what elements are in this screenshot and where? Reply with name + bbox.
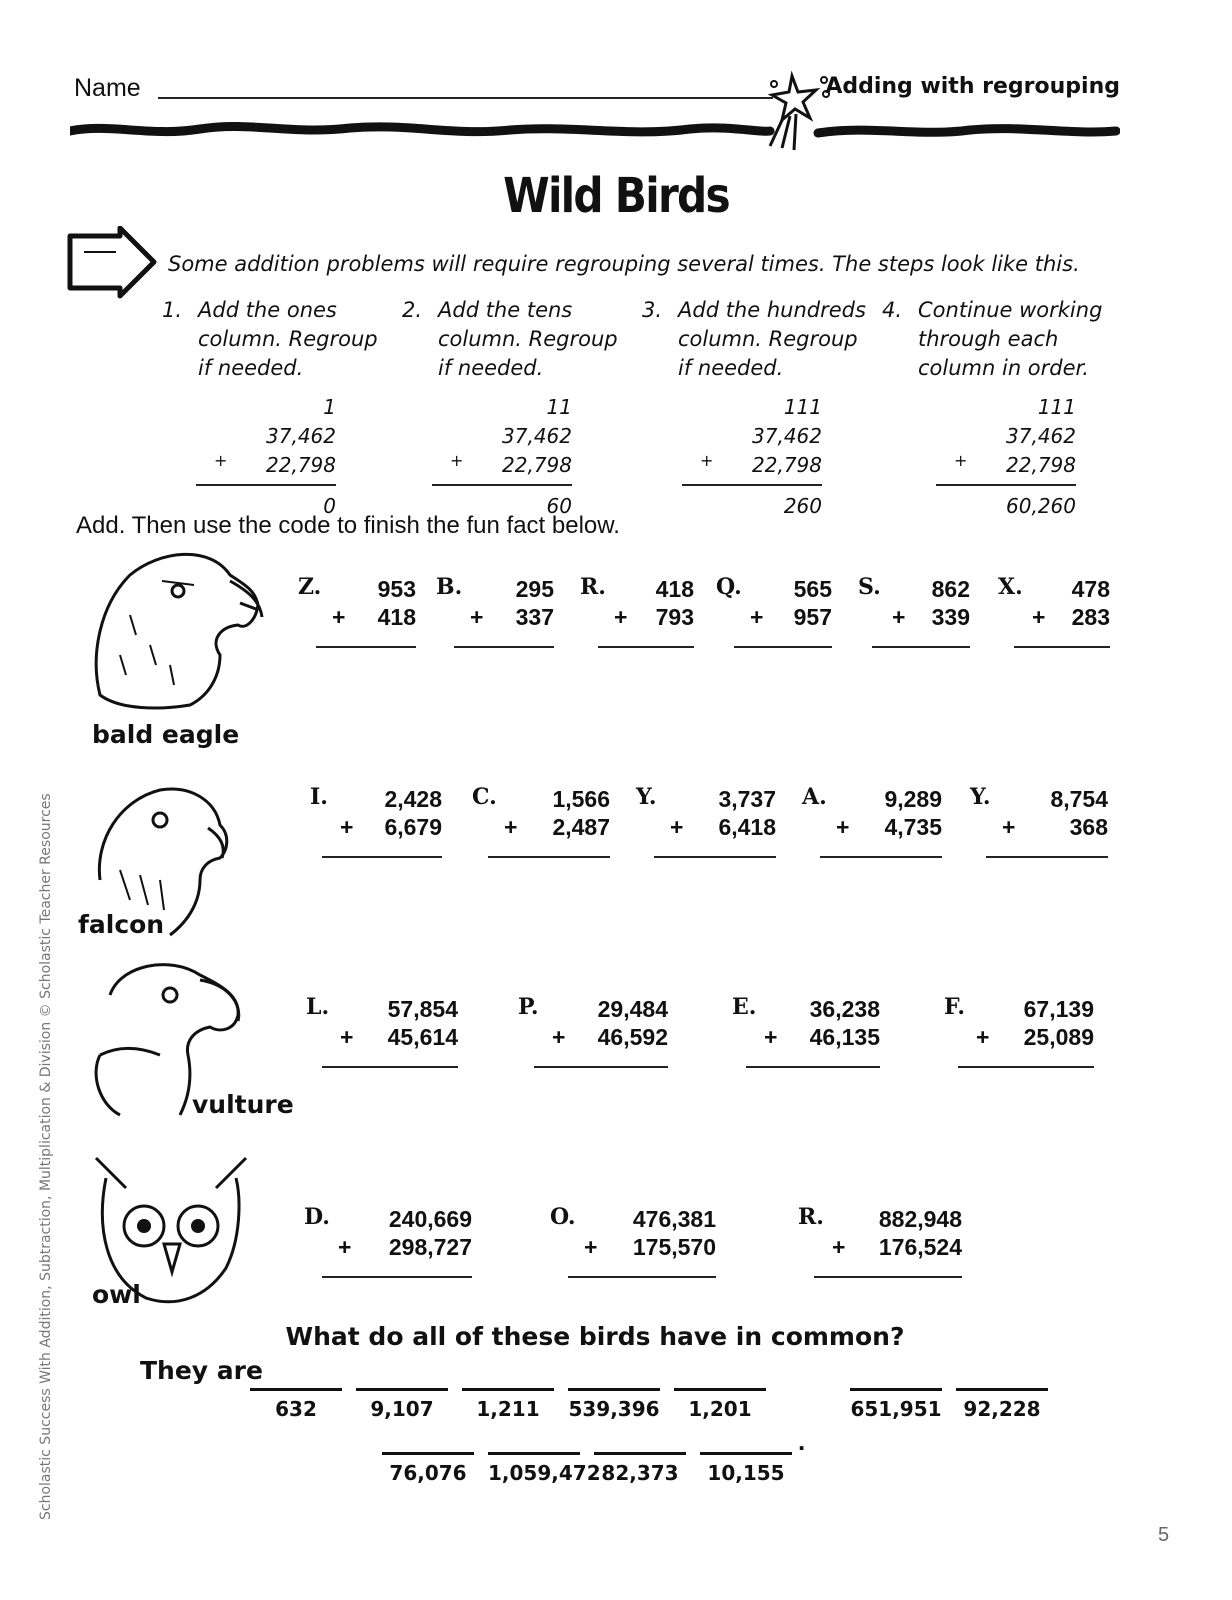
- step-number: 2.: [402, 298, 423, 322]
- step-text: Add the ones column. Regroup if needed.: [198, 298, 378, 380]
- plus-sign: +: [670, 814, 684, 840]
- plus-sign: +: [836, 814, 850, 840]
- answer-blank[interactable]: [250, 1360, 342, 1421]
- plus-sign: +: [332, 604, 346, 630]
- code-value: 10,155: [707, 1461, 785, 1485]
- page-title: Wild Birds: [503, 168, 729, 224]
- code-value: 82,373: [601, 1461, 679, 1485]
- addend-top: 36,238: [809, 996, 880, 1022]
- blank-line[interactable]: [850, 1360, 942, 1391]
- addend-bottom: 337: [515, 604, 554, 630]
- answer-blank[interactable]: [568, 1360, 660, 1421]
- topic-heading: Adding with regrouping: [825, 74, 1120, 99]
- answer-blank[interactable]: [700, 1424, 792, 1485]
- problem-letter: B.: [436, 574, 463, 600]
- sum-value: 60,260: [1006, 494, 1076, 518]
- plus-sign: +: [832, 1234, 846, 1260]
- addend-bottom: 22,798: [752, 453, 822, 477]
- carry-digits: 11: [546, 395, 572, 419]
- addend-bottom: 175,570: [632, 1234, 716, 1260]
- plus-sign: +: [552, 1024, 566, 1050]
- problem-a: [802, 786, 942, 856]
- problem-r-2: [798, 1206, 962, 1276]
- answer-blank[interactable]: [956, 1360, 1048, 1421]
- addend-top: 37,462: [752, 424, 822, 448]
- addend-top: 8,754: [1050, 786, 1108, 812]
- problem-z: [298, 576, 416, 646]
- sentence-period: .: [798, 1426, 806, 1456]
- addend-bottom: 22,798: [1006, 453, 1076, 477]
- addend-bottom: 6,418: [718, 814, 776, 840]
- addend-bottom: 339: [931, 604, 970, 630]
- plus-sign: +: [1002, 814, 1016, 840]
- code-value: 9,107: [370, 1397, 434, 1421]
- code-value: 1,201: [688, 1397, 752, 1421]
- problem-l: [306, 996, 458, 1066]
- sum-rule: [196, 484, 336, 486]
- carry-digits: 1: [323, 395, 336, 419]
- addend-bottom: 2,487: [552, 814, 610, 840]
- addend-top: 37,462: [1006, 424, 1076, 448]
- step-number: 1.: [162, 298, 183, 322]
- sum-rule: [432, 484, 572, 486]
- bird-label-vulture: vulture: [192, 1090, 294, 1119]
- answer-blank[interactable]: [356, 1360, 448, 1421]
- intro-text: Some addition problems will require regrouping several times. The steps look like this.: [168, 252, 1080, 276]
- problem-b: [436, 576, 554, 646]
- bird-label-eagle: bald eagle: [92, 720, 240, 749]
- answer-line: [734, 646, 832, 648]
- answer-line: [872, 646, 970, 648]
- worked-example-3: [682, 393, 822, 521]
- answer-line: [746, 1066, 880, 1068]
- carry-digits: 111: [1037, 395, 1076, 419]
- problem-r: [580, 576, 694, 646]
- blank-line[interactable]: [700, 1424, 792, 1455]
- plus-sign: +: [584, 1234, 598, 1260]
- code-value: 651,951: [850, 1397, 942, 1421]
- addend-top: 240,669: [388, 1206, 472, 1232]
- addend-top: 953: [377, 576, 416, 602]
- problem-letter: Y.: [636, 784, 657, 810]
- addend-top: 29,484: [597, 996, 668, 1022]
- plus-sign: +: [450, 451, 464, 470]
- problem-i: [310, 786, 442, 856]
- addend-top: 67,139: [1023, 996, 1094, 1022]
- answer-blank[interactable]: [674, 1360, 766, 1421]
- problem-o: [550, 1206, 716, 1276]
- answer-line: [986, 856, 1108, 858]
- code-value: 92,228: [963, 1397, 1041, 1421]
- bald-eagle-icon: [70, 545, 270, 715]
- problem-y-2: [970, 786, 1108, 856]
- name-label: Name: [74, 74, 141, 102]
- addend-bottom: 283: [1071, 604, 1110, 630]
- answer-line: [568, 1276, 716, 1278]
- step-number: 4.: [882, 298, 903, 322]
- problem-letter: A.: [802, 784, 827, 810]
- code-value: 76,076: [389, 1461, 467, 1485]
- addend-bottom: 46,592: [597, 1024, 668, 1050]
- directions-text: Add. Then use the code to finish the fun fact below.: [76, 512, 620, 539]
- sum-rule: [936, 484, 1076, 486]
- plus-sign: +: [338, 1234, 352, 1260]
- plus-sign: +: [954, 451, 968, 470]
- answer-line: [322, 856, 442, 858]
- problem-letter: P.: [518, 994, 539, 1020]
- copyright-credit: Scholastic Success With Addition, Subtraction, Multiplication & Division © Scholastic Teacher Resources: [38, 793, 54, 1520]
- problem-c: [472, 786, 610, 856]
- sum-value: 60: [546, 494, 572, 518]
- addend-top: 418: [655, 576, 694, 602]
- step-text: Add the hundreds column. Regroup if needed.: [678, 298, 866, 380]
- answer-line: [454, 646, 554, 648]
- plus-sign: +: [340, 814, 354, 840]
- plus-sign: +: [470, 604, 484, 630]
- answer-line: [322, 1066, 458, 1068]
- addend-top: 3,737: [718, 786, 776, 812]
- plus-sign: +: [340, 1024, 354, 1050]
- answer-line: [534, 1066, 668, 1068]
- addend-top: 2,428: [384, 786, 442, 812]
- addend-bottom: 6,679: [384, 814, 442, 840]
- plus-sign: +: [764, 1024, 778, 1050]
- plus-sign: +: [700, 451, 714, 470]
- plus-sign: +: [504, 814, 518, 840]
- worked-example-4: [936, 393, 1076, 521]
- sum-value: 260: [783, 494, 822, 518]
- problem-f: [944, 996, 1094, 1066]
- plus-sign: +: [892, 604, 906, 630]
- addend-bottom: 25,089: [1023, 1024, 1094, 1050]
- addend-top: 9,289: [884, 786, 942, 812]
- problem-q: [716, 576, 832, 646]
- answer-blank[interactable]: [462, 1360, 554, 1421]
- step-number: 3.: [642, 298, 663, 322]
- answer-blank[interactable]: [488, 1424, 601, 1485]
- step-text: Add the tens column. Regroup if needed.: [438, 298, 618, 380]
- answer-blank[interactable]: [382, 1424, 474, 1485]
- answer-line: [814, 1276, 962, 1278]
- plus-sign: +: [976, 1024, 990, 1050]
- problem-y: [636, 786, 776, 856]
- problem-letter: S.: [858, 574, 881, 600]
- blank-line[interactable]: [462, 1360, 554, 1391]
- addend-top: 478: [1071, 576, 1110, 602]
- blank-line[interactable]: [594, 1424, 686, 1455]
- answer-line: [488, 856, 610, 858]
- addend-top: 37,462: [266, 424, 336, 448]
- worked-example-1: [196, 393, 336, 521]
- blank-line[interactable]: [488, 1424, 580, 1455]
- answer-line: [322, 1276, 472, 1278]
- problem-letter: D.: [304, 1204, 330, 1230]
- sum-rule: [682, 484, 822, 486]
- page-number: 5: [1158, 1524, 1170, 1546]
- addend-bottom: 22,798: [502, 453, 572, 477]
- problem-letter: I.: [310, 784, 328, 810]
- problem-letter: R.: [580, 574, 606, 600]
- problem-letter: Q.: [716, 574, 742, 600]
- arrow-icon: [64, 226, 160, 300]
- problem-x: [998, 576, 1110, 646]
- answer-blank[interactable]: [850, 1360, 942, 1421]
- addend-top: 37,462: [502, 424, 572, 448]
- step-text: Continue working through each column in order.: [918, 298, 1103, 380]
- addend-bottom: 418: [377, 604, 416, 630]
- answer-blank[interactable]: [594, 1424, 686, 1485]
- addend-bottom: 957: [793, 604, 832, 630]
- brush-divider: [70, 115, 1120, 145]
- addend-bottom: 22,798: [266, 453, 336, 477]
- addend-top: 476,381: [632, 1206, 716, 1232]
- worked-example-2: [432, 393, 572, 521]
- answer-line: [1014, 646, 1110, 648]
- carry-digits: 111: [783, 395, 822, 419]
- answer-prefix: They are: [140, 1356, 263, 1385]
- problem-letter: E.: [732, 994, 757, 1020]
- code-value: 1,059,472: [488, 1461, 601, 1485]
- plus-sign: +: [214, 451, 228, 470]
- blank-line[interactable]: [956, 1360, 1048, 1391]
- blank-line[interactable]: [674, 1360, 766, 1391]
- blank-line[interactable]: [250, 1360, 342, 1391]
- addend-top: 565: [793, 576, 832, 602]
- addend-top: 862: [931, 576, 970, 602]
- addend-bottom: 45,614: [387, 1024, 458, 1050]
- blank-line[interactable]: [356, 1360, 448, 1391]
- addend-bottom: 298,727: [388, 1234, 472, 1260]
- blank-line[interactable]: [382, 1424, 474, 1455]
- problem-letter: X.: [998, 574, 1023, 600]
- problem-letter: Y.: [970, 784, 991, 810]
- addend-bottom: 176,524: [878, 1234, 962, 1260]
- code-value: 632: [275, 1397, 317, 1421]
- problem-p: [518, 996, 668, 1066]
- bird-label-falcon: falcon: [78, 910, 165, 939]
- answer-line: [958, 1066, 1094, 1068]
- problem-letter: F.: [944, 994, 966, 1020]
- plus-sign: +: [750, 604, 764, 630]
- problem-d: [304, 1206, 472, 1276]
- addend-top: 1,566: [552, 786, 610, 812]
- blank-line[interactable]: [568, 1360, 660, 1391]
- addend-top: 882,948: [878, 1206, 962, 1232]
- answer-line: [598, 646, 694, 648]
- addend-bottom: 368: [1069, 814, 1108, 840]
- answer-line: [316, 646, 416, 648]
- name-field[interactable]: [158, 97, 773, 99]
- sum-value: 0: [323, 494, 336, 518]
- addend-top: 57,854: [387, 996, 458, 1022]
- problem-s: [858, 576, 970, 646]
- problem-letter: O.: [550, 1204, 576, 1230]
- bird-label-owl: owl: [92, 1280, 141, 1309]
- plus-sign: +: [614, 604, 628, 630]
- plus-sign: +: [1032, 604, 1046, 630]
- addend-top: 295: [515, 576, 554, 602]
- answer-line: [654, 856, 776, 858]
- addend-bottom: 793: [655, 604, 694, 630]
- fun-fact-question: What do all of these birds have in common?: [285, 1322, 905, 1351]
- problem-e: [732, 996, 880, 1066]
- addend-bottom: 46,135: [809, 1024, 880, 1050]
- code-value: 539,396: [568, 1397, 660, 1421]
- problem-letter: R.: [798, 1204, 824, 1230]
- code-value: 1,211: [476, 1397, 540, 1421]
- problem-letter: Z.: [298, 574, 322, 600]
- problem-letter: C.: [472, 784, 497, 810]
- answer-line: [820, 856, 942, 858]
- problem-letter: L.: [306, 994, 330, 1020]
- addend-bottom: 4,735: [884, 814, 942, 840]
